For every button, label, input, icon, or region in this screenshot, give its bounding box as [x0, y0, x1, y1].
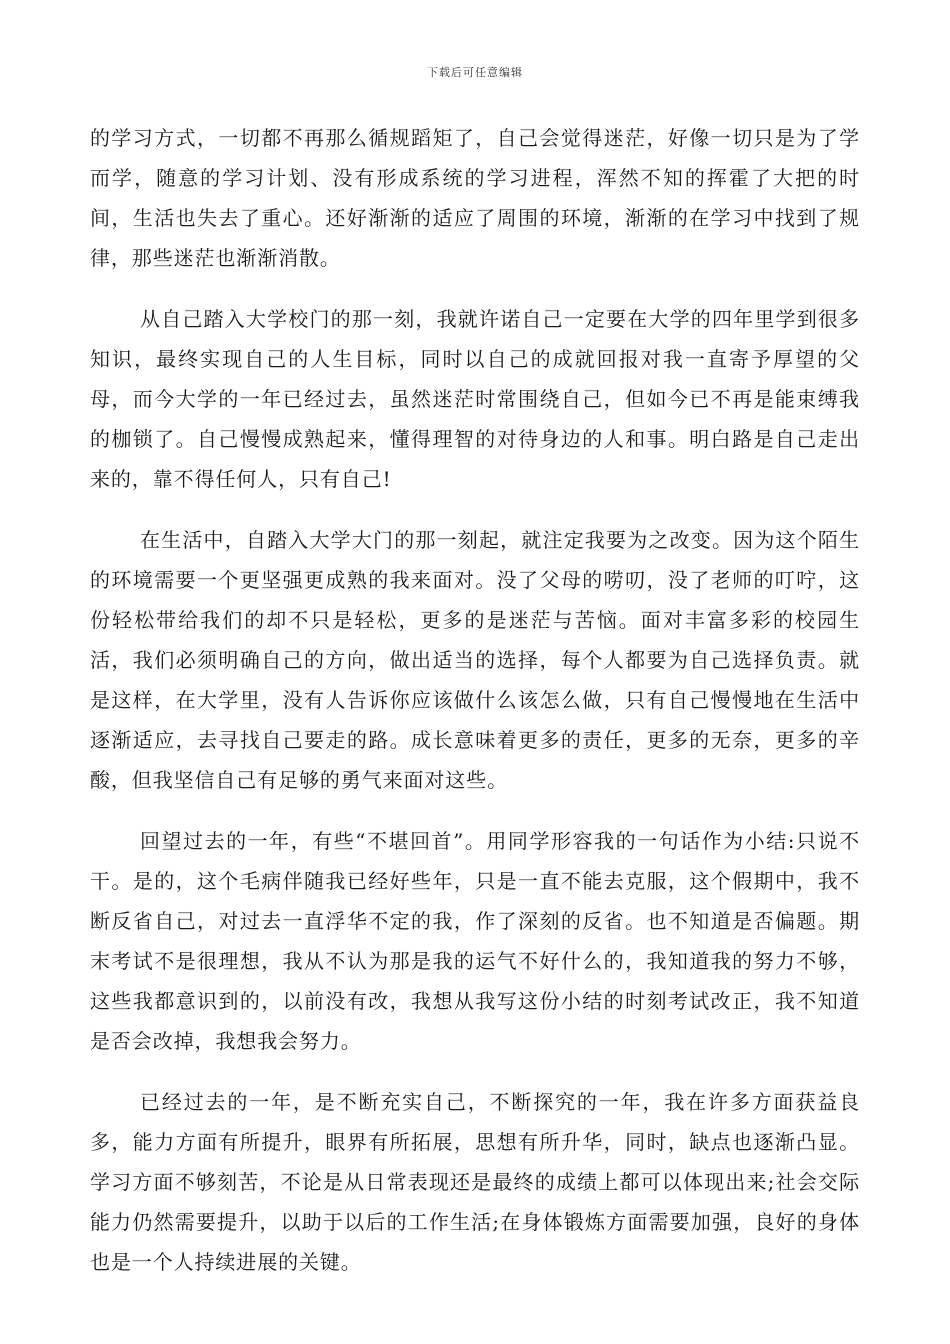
page-header-note: 下载后可任意编辑 — [427, 66, 523, 79]
paragraph-3: 在生活中，自踏入大学大门的那一刻起，就注定我要为之改变。因为这个陌生的环境需要一个更坚强更成熟的我来面对。没了父母的唠叨，没了老师的叮咛，这份轻松带给我们的却不只是轻松，更多的是迷茫与苦恼。面对丰富多彩的校园生活，我们必须明确自己的方向，做出适当的选择，每个人都要为自己选择负责。就是这样，在大学里，没有人告诉你应该做什么该怎么做，只有自己慢慢地在生活中逐渐适应，去寻找自己要走的路。成长意味着更多的责任，更多的无奈，更多的辛酸，但我坚信自己有足够的勇气来面对这些。 — [90, 528, 860, 792]
paragraph-2: 从自己踏入大学校门的那一刻，我就许诺自己一定要在大学的四年里学到很多知识，最终实现自己的人生目标，同时以自己的成就回报对我一直寄予厚望的父母，而今大学的一年已经过去，虽然迷茫时常围绕自己，但如今已不再是能束缚我的枷锁了。自己慢慢成熟起来，懂得理智的对待身边的人和事。明白路是自己走出来的，靠不得任何人，只有自己! — [90, 307, 860, 491]
paragraph-5: 已经过去的一年，是不断充实自己，不断探究的一年，我在许多方面获益良多，能力方面有所提升，眼界有所拓展，思想有所升华，同时，缺点也逐渐凸显。学习方面不够刻苦，不论是从日常表现还是最终的成绩上都可以体现出来;社会交际能力仍然需要提升，以助于以后的工作生活;在身体锻炼方面需要加强，良好的身体也是一个人持续进展的关键。 — [90, 1090, 860, 1274]
paragraph-4: 回望过去的一年，有些“不堪回首”。用同学形容我的一句话作为小结:只说不干。是的，这个毛病伴随我已经好些年，只是一直不能去克服，这个假期中，我不断反省自己，对过去一直浮华不定的我，作了深刻的反省。也不知道是否偏题。期末考试不是很理想，我从不认为那是我的运气不好什么的，我知道我的努力不够，这些我都意识到的，以前没有改，我想从我写这份小结的时刻考试改正，我不知道是否会改掉，我想我会努力。 — [90, 829, 860, 1053]
paragraph-1: 的学习方式，一切都不再那么循规蹈矩了，自己会觉得迷茫，好像一切只是为了学而学，随意的学习计划、没有形成系统的学习进程，浑然不知的挥霍了大把的时间，生活也失去了重心。还好渐渐的适应了周围的环境，渐渐的在学习中找到了规律，那些迷茫也渐渐消散。 — [90, 126, 860, 270]
document-body — [90, 118, 860, 1303]
